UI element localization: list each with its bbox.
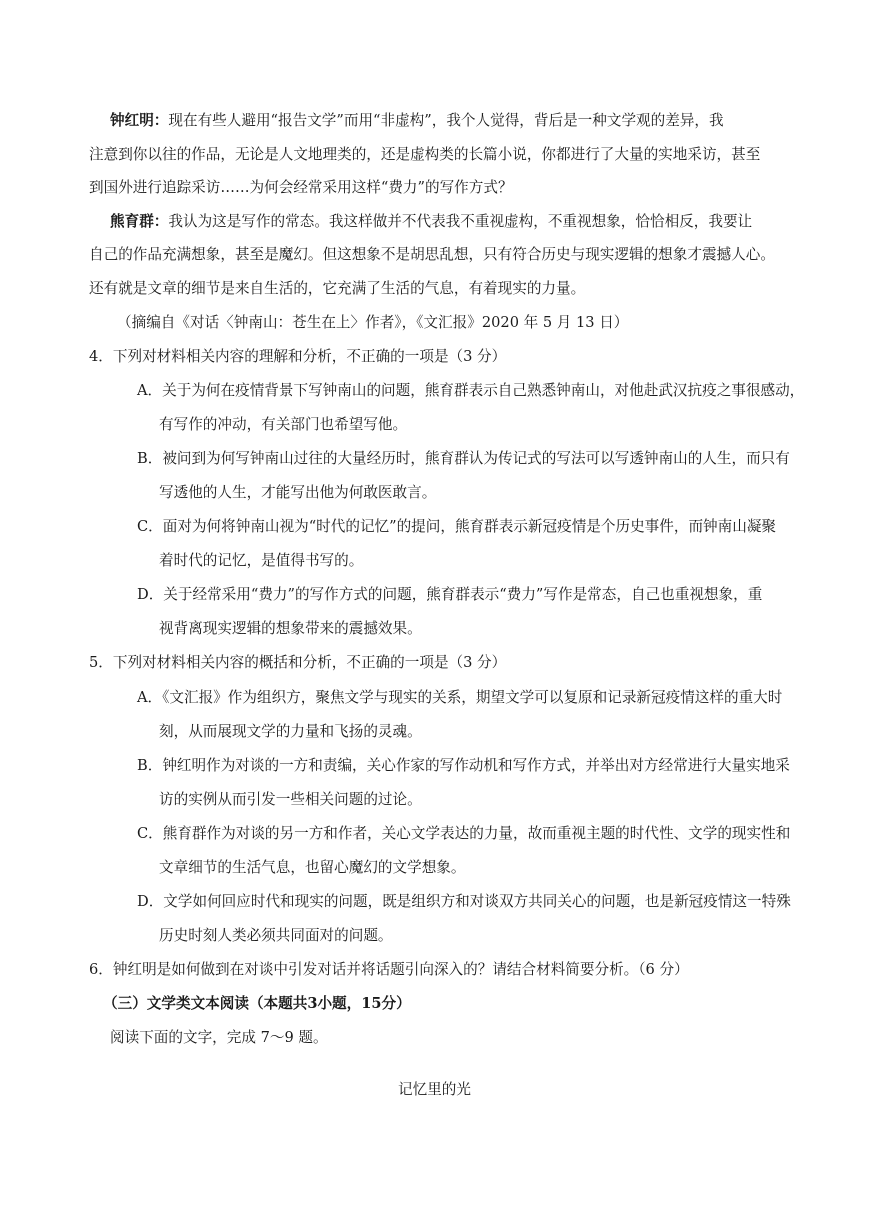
dialogue-xiong-line-2: 自己的作品充满想象，甚至是魔幻。但这想象不是胡思乱想，只有符合历史与现实逻辑的想象才震撼人心。	[89, 246, 775, 263]
question-5-option-d-cont: 历史时刻人类必须共同面对的问题。	[159, 927, 393, 944]
story-title: 记忆里的光	[398, 1081, 471, 1098]
question-5-option-c: C．熊育群作为对谈的另一方和作者，关心文学表达的力量，故而重视主题的时代性、文学的现实性和	[137, 825, 791, 842]
question-4-option-d-cont: 视背离现实逻辑的想象带来的震撼效果。	[159, 620, 422, 637]
dialogue-zhong-line-1: 钟红明：现在有些人避用“报告文学”而用“非虚构”，我个人觉得，背后是一种文学观的差异，我	[110, 112, 724, 129]
question-4-stem: 4．下列对材料相关内容的理解和分析，不正确的一项是（3 分）	[89, 348, 507, 365]
question-5-stem: 5．下列对材料相关内容的概括和分析，不正确的一项是（3 分）	[89, 654, 507, 671]
question-5-option-a-cont: 刻，从而展现文学的力量和飞扬的灵魂。	[159, 723, 422, 740]
question-4-option-c: C．面对为何将钟南山视为“时代的记忆”的提问，熊育群表示新冠疫情是个历史事件，而钟南山凝聚	[137, 518, 777, 535]
dialogue-zhong-line-3: 到国外进行追踪采访……为何会经常采用这样“费力”的写作方式？	[89, 179, 513, 196]
question-6-stem: 6．钟红明是如何做到在对谈中引发对话并将话题引向深入的？请结合材料简要分析。（6 分）	[89, 961, 689, 978]
dialogue-xiong-line-3: 还有就是文章的细节是来自生活的，它充满了生活的气息，有着现实的力量。	[89, 280, 586, 297]
question-5-option-d: D．文学如何回应时代和现实的问题，既是组织方和对谈双方共同关心的问题，也是新冠疫情这一特殊	[137, 893, 791, 910]
question-4-option-a: A．关于为何在疫情背景下写钟南山的问题，熊育群表示自己熟悉钟南山，对他赴武汉抗疫之事很感动，	[137, 382, 805, 399]
source-citation: （摘编自《对话〈钟南山：苍生在上〉作者》，《文汇报》2020 年 5 月 13 日）	[117, 314, 629, 331]
question-5-option-a: A．《文汇报》作为组织方，聚焦文学与现实的关系，期望文学可以复原和记录新冠疫情这样的重大时	[137, 689, 783, 706]
question-5-option-b: B．钟红明作为对谈的一方和责编，关心作家的写作动机和写作方式，并举出对方经常进行大量实地采	[137, 757, 790, 774]
question-4-option-c-cont: 着时代的记忆，是值得书写的。	[159, 552, 364, 569]
section-heading: （三）文学类文本阅读（本题共3小题，15分）	[103, 995, 411, 1012]
question-5-option-b-cont: 访的实例从而引发一些相关问题的过论。	[159, 791, 422, 808]
question-4-option-b-cont: 写透他的人生，才能写出他为何敢医敢言。	[159, 484, 437, 501]
dialogue-zhong-line-2: 注意到你以往的作品，无论是人文地理类的，还是虚构类的长篇小说，你都进行了大量的实地采访，甚至	[89, 146, 761, 163]
speaker-name: 钟红明：	[110, 112, 169, 129]
question-4-option-d: D．关于经常采用“费力”的写作方式的问题，熊育群表示“费力”写作是常态，自己也重视想象，重	[137, 586, 763, 603]
speaker-name: 熊育群：	[110, 213, 169, 230]
reading-instruction: 阅读下面的文字，完成 7～9 题。	[110, 1029, 328, 1046]
question-5-option-c-cont: 文章细节的生活气息，也留心魔幻的文学想象。	[159, 859, 466, 876]
question-4-option-a-cont: 有写作的冲动，有关部门也希望写他。	[159, 416, 408, 433]
question-4-option-b: B．被问到为何写钟南山过往的大量经历时，熊育群认为传记式的写法可以写透钟南山的人生，而只有	[137, 450, 790, 467]
dialogue-xiong-line-1: 熊育群：我认为这是写作的常态。我这样做并不代表我不重视虚构，不重视想象，恰恰相反，我要让	[110, 213, 753, 230]
